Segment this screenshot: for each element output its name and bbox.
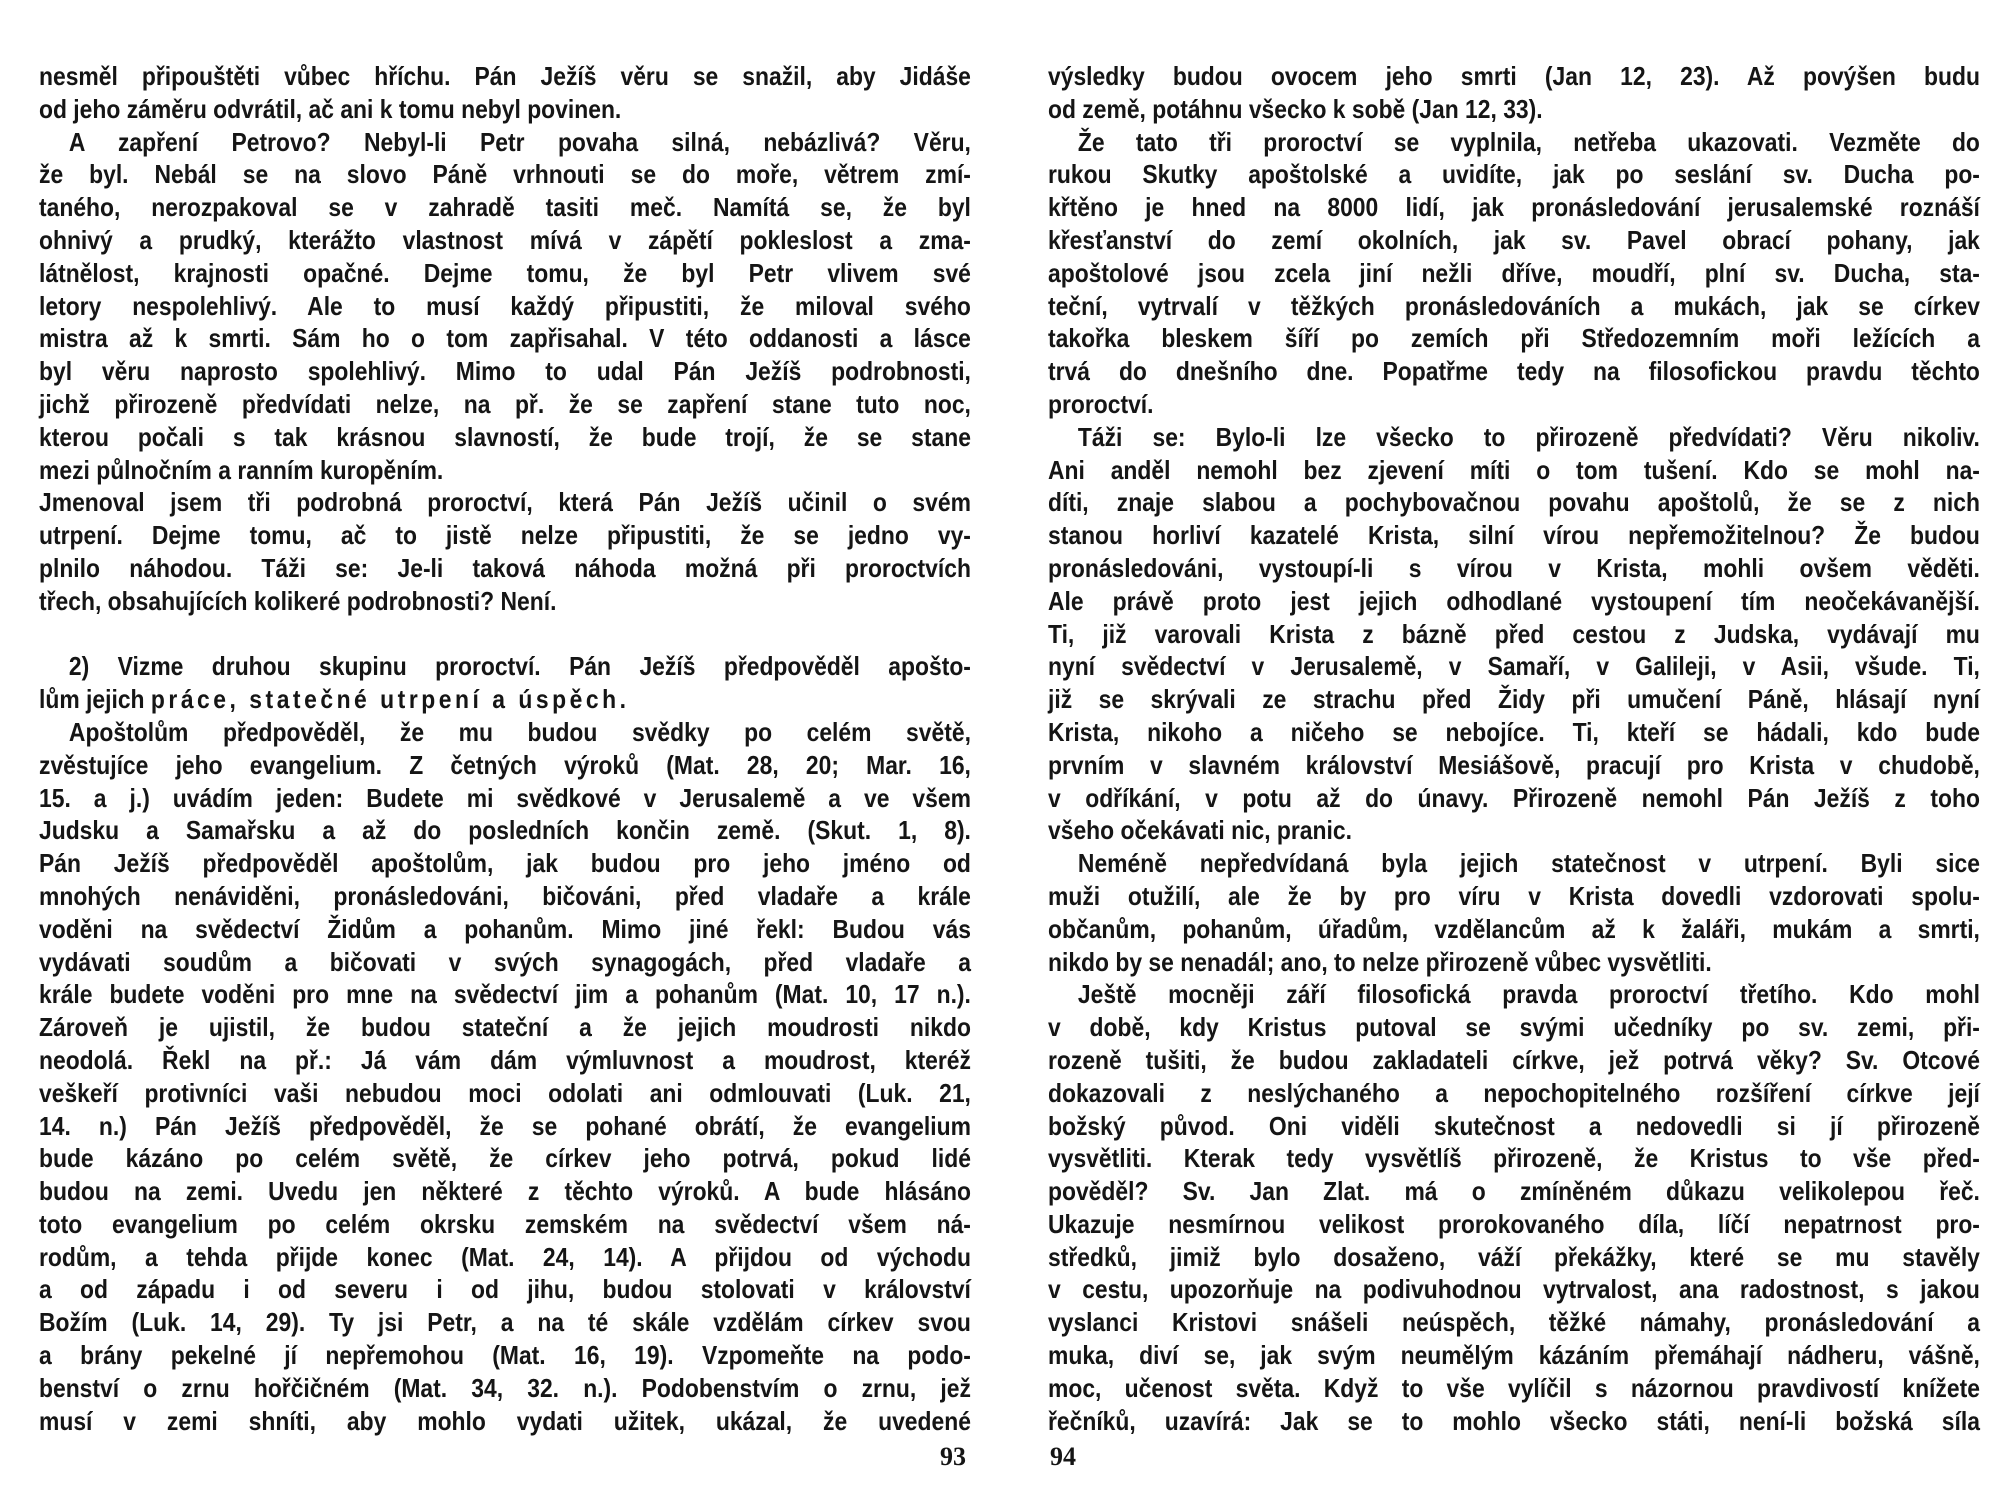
text-line-content: všeho očekávati nic, pranic. [1048, 815, 1352, 846]
text-line [1048, 93, 1980, 126]
text-line [39, 224, 971, 257]
text-line [1048, 224, 1980, 257]
text-line-content: apoštolové jsou zcela jiní nežli dříve, moudří, plní sv. Ducha, sta- [1048, 257, 1980, 288]
text-line-content: krále budete voděni pro mne na svědectví jim a pohanům (Mat. 10, 17 n.). [39, 979, 971, 1010]
text-line-content: látnělost, krajnosti opačné. Dejme tomu, že byl Petr vlivem své [39, 257, 971, 288]
text-line-content: kterou počali s tak krásnou slavností, že bude trojí, že se stane [39, 421, 971, 452]
spaced-emphasis-text: práce, statečné utrpení a úspěch. [150, 684, 630, 715]
text-line [39, 749, 971, 782]
text-line [1048, 1044, 1980, 1077]
text-line [1048, 1405, 1980, 1438]
left-page-number: 93 [940, 1442, 966, 1471]
text-line [39, 1110, 971, 1143]
text-line [1048, 782, 1980, 815]
text-line-content: občanům, pohanům, úřadům, vzdělancům až k žaláři, mukám a smrti, [1048, 913, 1980, 944]
text-line-content: budou na zemi. Uvedu jen některé z těchto výroků. A bude hlásáno [39, 1176, 971, 1207]
text-line-content: křesťanství do zemí okolních, jak sv. Pavel obrací pohany, jak [1048, 224, 1980, 255]
text-line [1048, 454, 1980, 487]
text-line [1048, 683, 1980, 716]
text-line [39, 60, 971, 93]
text-line [39, 1077, 971, 1110]
text-line [1048, 585, 1980, 618]
text-line [39, 158, 971, 191]
text-line-content: Ukazuje nesmírnou velikost prorokovaného díla, líčí nepatrnost pro- [1048, 1208, 1980, 1239]
text-line [1048, 1273, 1980, 1306]
text-line-content: trvá do dnešního dne. Popatřme tedy na filosofickou pravdu těchto [1048, 356, 1980, 387]
text-line-content: byl věru naprosto spolehlivý. Mimo to udal Pán Ježíš podrobnosti, [39, 356, 971, 387]
text-line [39, 683, 971, 716]
text-line-content: muži otužilí, ale že by pro víru v Krista dovedli vzdorovati spolu- [1048, 880, 1980, 911]
text-line-content: od země, potáhnu všecko k sobě (Jan 12, 33). [1048, 93, 1543, 124]
text-line-content: jichž přirozeně předvídati nelze, na př. že se zapření stane tuto noc, [39, 388, 971, 419]
text-line [39, 126, 971, 159]
text-line-content: Neméně nepředvídaná byla jejich statečnost v utrpení. Byli sice [1077, 848, 1980, 879]
text-line-content: bude kázáno po celém světě, že církev jeho potrvá, pokud lidé [39, 1143, 971, 1174]
text-line [1048, 716, 1980, 749]
text-line-content: toto evangelium po celém okrsku zemském na svědectví všem ná- [39, 1208, 971, 1239]
text-line-content: mistra až k smrti. Sám ho o tom zapřisahal. V této oddanosti a lásce [39, 323, 971, 354]
text-line-content: Zároveň je ujistil, že budou stateční a že jejich moudrosti nikdo [39, 1012, 971, 1043]
text-line [39, 454, 971, 487]
text-line [1048, 847, 1980, 880]
text-line [39, 322, 971, 355]
text-line [1048, 814, 1980, 847]
text-line-content: takořka bleskem šíří po zemích při Středozemním moři ležících a [1048, 323, 1980, 354]
text-line [39, 618, 971, 651]
text-line-content: stanou horliví kazatelé Krista, silní vírou nepřemožitelnou? Že budou [1048, 520, 1980, 551]
text-line [1048, 749, 1980, 782]
text-line-content: benství o zrnu hořčičném (Mat. 34, 32. n.). Podobenstvím o zrnu, jež [39, 1372, 971, 1403]
text-line-content: Pán Ježíš předpověděl apoštolům, jak budou pro jeho jméno od [39, 848, 971, 879]
text-line-content: třech, obsahujících kolikeré podrobnosti? Není. [39, 585, 557, 616]
text-line-content: 14. n.) Pán Ježíš předpověděl, že se pohané obrátí, že evangelium [39, 1110, 971, 1141]
text-line-content: 15. a j.) uvádím jeden: Budete mi svědkové v Jerusalemě a ve všem [39, 782, 971, 813]
text-line-content: Apoštolům předpověděl, že mu budou svědky po celém světě, [68, 716, 971, 747]
text-line-content: moc, učenost světa. Když to vše vylíčil s názornou pravdivostí knížete [1048, 1372, 1980, 1403]
text-line-content: že byl. Nebál se na slovo Páně vrhnouti se do moře, větrem zmí- [39, 159, 971, 190]
right-page-number: 94 [1050, 1442, 1076, 1471]
text-line-content: neodolá. Řekl na př.: Já vám dám výmluvnost a moudrost, kteréž [39, 1044, 971, 1075]
text-line [1048, 191, 1980, 224]
text-line-content: proroctví. [1048, 388, 1154, 419]
text-line [39, 1142, 971, 1175]
text-line [1048, 126, 1980, 159]
text-line-content: mnohých nenáviděni, pronásledováni, bičováni, před vladaře a krále [39, 880, 971, 911]
text-line [1048, 1339, 1980, 1372]
right-page-text [1048, 60, 1980, 1437]
text-line-content: zvěstujíce jeho evangelium. Z četných výroků (Mat. 28, 20; Mar. 16, [39, 749, 971, 780]
text-line-content: rozeně tušiti, že budou zakladateli církve, jež potrvá věky? Sv. Otcové [1048, 1044, 1980, 1075]
text-line-content: rukou Skutky apoštolské a uvidíte, jak po seslání sv. Ducha po- [1048, 159, 1980, 190]
text-line [1048, 1306, 1980, 1339]
text-line-content: ohnivý a prudký, kterážto vlastnost mívá v zápětí pokleslost a zma- [39, 224, 971, 255]
text-line-content: prvním v slavném království Mesiášově, pracují pro Krista v chudobě, [1048, 749, 1980, 780]
text-line-content: taného, nerozpakoval se v zahradě tasiti meč. Namítá se, že byl [39, 192, 971, 223]
text-line-content: pronásledováni, vystoupí-li s vírou v Krista, mohli ovšem věděti. [1048, 552, 1980, 583]
text-line-content: pověděl? Sv. Jan Zlat. má o zmíněném důkazu velikolepou řeč. [1048, 1176, 1980, 1207]
text-line [39, 1241, 971, 1274]
text-line-content: nyní svědectví v Jerusalemě, v Samaří, v Galileji, v Asii, všude. Ti, [1048, 651, 1980, 682]
text-line [1048, 946, 1980, 979]
text-line [39, 1208, 971, 1241]
text-line-content: již se skrývali ze strachu před Židy při umučení Páně, hlásají nyní [1048, 684, 1980, 715]
text-line-content: křtěno je hned na 8000 lidí, jak pronásledování jerusalemské roznáší [1048, 192, 1980, 223]
text-line [1048, 158, 1980, 191]
text-line-content: Jmenoval jsem tři podrobná proroctví, která Pán Ježíš učinil o svém [39, 487, 971, 518]
text-line-content: a od západu i od severu i od jihu, budou stolovati v království [39, 1274, 971, 1305]
text-line [39, 388, 971, 421]
text-line-content: vydávati soudům a bičovati v svých synagogách, před vladaře a [39, 946, 971, 977]
text-line-content: musí v zemi shníti, aby mohlo vydati užitek, ukázal, že uvedené [39, 1405, 971, 1436]
text-line [39, 257, 971, 290]
text-line [39, 585, 971, 618]
text-line [1048, 60, 1980, 93]
text-line-content: Ani anděl nemohl bez zjevení míti o tom tušení. Kdo se mohl na- [1048, 454, 1980, 485]
text-line [39, 421, 971, 454]
text-line-content: středků, jimiž bylo dosaženo, váží překážky, které se mu stavěly [1048, 1241, 1980, 1272]
text-line-content: výsledky budou ovocem jeho smrti (Jan 12, 23). Až povýšen budu [1048, 61, 1980, 91]
text-line-content: teční, vytrvalí v těžkých pronásledováních a mukách, jak se církev [1048, 290, 1980, 321]
text-line-content: utrpení. Dejme tomu, ač to jistě nelze připustiti, že se jedno vy- [39, 520, 971, 551]
text-line-content: lům jejich [39, 684, 151, 715]
text-line-content: voděni na svědectví Židům a pohanům. Mimo jiné řekl: Budou vás [39, 913, 971, 944]
text-line-content: letory nespolehlivý. Ale to musí každý připustiti, že miloval svého [39, 290, 971, 321]
text-line [39, 978, 971, 1011]
text-line-content: 2) Vizme druhou skupinu proroctví. Pán Ježíš předpověděl apošto- [68, 651, 971, 682]
text-line [1048, 257, 1980, 290]
text-line [1048, 1077, 1980, 1110]
text-line [39, 1175, 971, 1208]
text-line-content: Že tato tři proroctví se vyplnila, netřeba ukazovati. Vezměte do [1077, 126, 1980, 157]
text-line-content: dokazovali z neslýchaného a nepochopitelného rozšíření církve její [1048, 1077, 1980, 1108]
text-line-content: Ještě mocněji září filosofická pravda proroctví třetího. Kdo mohl [1077, 979, 1980, 1010]
text-line-content: nesměl připouštěti vůbec hříchu. Pán Ježíš věru se snažil, aby Jidáše [39, 61, 971, 91]
text-line-content: Ti, již varovali Krista z bázně před cestou z Judska, vydávají mu [1048, 618, 1980, 649]
text-line [39, 1405, 971, 1438]
text-line-content: veškeří protivníci vaši nebudou moci odolati ani odmlouvati (Luk. 21, [39, 1077, 971, 1108]
text-line-content: Ale právě proto jest jejich odhodlané vystoupení tím neočekávanější. [1048, 585, 1980, 616]
text-line [39, 93, 971, 126]
text-line-content: v cestu, upozorňuje na podivuhodnou vytrvalost, ana radostnost, s jakou [1048, 1274, 1980, 1305]
text-line [1048, 486, 1980, 519]
text-line-content: řečníků, uzavírá: Jak se to mohlo všecko státi, není-li božská síla [1048, 1405, 1980, 1436]
text-line-content: v době, kdy Kristus putoval se svými učedníky po sv. zemi, při- [1048, 1012, 1980, 1043]
text-line [39, 1044, 971, 1077]
text-line [39, 519, 971, 552]
text-line [39, 650, 971, 683]
text-line-content: A zapření Petrovo? Nebyl-li Petr povaha silná, nebázlivá? Věru, [68, 126, 971, 157]
text-line [39, 814, 971, 847]
text-line-content: božský původ. Oni viděli skutečnost a nedovedli si jí přirozeně [1048, 1110, 1980, 1141]
text-line [1048, 1142, 1980, 1175]
text-line-content: plnilo náhodou. Táži se: Je-li taková náhoda možná při proroctvích [39, 552, 971, 583]
text-line [39, 290, 971, 323]
text-line [39, 716, 971, 749]
text-line-content: Judsku a Samařsku a až do posledních končin země. (Skut. 1, 8). [39, 815, 971, 846]
text-line [39, 355, 971, 388]
text-line-content: v odříkání, v potu až do únavy. Přirozeně nemohl Pán Ježíš z toho [1048, 782, 1980, 813]
text-line-content: rodům, a tehda přijde konec (Mat. 24, 14). A přijdou od východu [39, 1241, 971, 1272]
text-line [39, 1339, 971, 1372]
text-line [1048, 913, 1980, 946]
text-line [1048, 650, 1980, 683]
text-line [39, 552, 971, 585]
left-page-text [39, 60, 971, 1437]
text-line [1048, 421, 1980, 454]
text-line-content: a brány pekelné jí nepřemohou (Mat. 16, 19). Vzpomeňte na podo- [39, 1340, 971, 1371]
text-line [39, 486, 971, 519]
text-line-content: muka, diví se, jak svým neumělým kázáním přemáhají nádheru, vášně, [1048, 1340, 1980, 1371]
text-line-content: nikdo by se nenadál; ano, to nelze přirozeně vůbec vysvětliti. [1048, 946, 1712, 977]
text-line [1048, 552, 1980, 585]
text-line [1048, 1011, 1980, 1044]
text-line-content: mezi půlnočním a ranním kuropěním. [39, 454, 444, 485]
text-line [39, 847, 971, 880]
text-line [1048, 1372, 1980, 1405]
text-line [39, 191, 971, 224]
text-line [1048, 322, 1980, 355]
text-line-content: díti, znaje slabou a pochybovačnou povahu apoštolů, že se z nich [1048, 487, 1980, 518]
text-line [1048, 290, 1980, 323]
text-line [39, 1306, 971, 1339]
text-line [39, 1372, 971, 1405]
text-line [1048, 1110, 1980, 1143]
text-line [1048, 1175, 1980, 1208]
text-line-content: Krista, nikoho a ničeho se nebojíce. Ti, kteří se hádali, kdo bude [1048, 716, 1980, 747]
text-line [1048, 355, 1980, 388]
text-line [1048, 880, 1980, 913]
text-line [39, 880, 971, 913]
text-line [1048, 618, 1980, 651]
text-line [1048, 388, 1980, 421]
text-line [39, 946, 971, 979]
text-line-content: od jeho záměru odvrátil, ač ani k tomu nebyl povinen. [39, 93, 622, 124]
text-line [1048, 1208, 1980, 1241]
text-line-content: Táži se: Bylo-li lze všecko to přirozeně předvídati? Věru nikoliv. [1077, 421, 1980, 452]
text-line [39, 913, 971, 946]
text-line [1048, 1241, 1980, 1274]
text-line-content: Božím (Luk. 14, 29). Ty jsi Petr, a na té skále vzdělám církev svou [39, 1307, 971, 1338]
text-line-content: vyslanci Kristovi snášeli neúspěch, těžké námahy, pronásledování a [1048, 1307, 1980, 1338]
text-line [1048, 978, 1980, 1011]
text-line [39, 1273, 971, 1306]
text-line [39, 1011, 971, 1044]
text-line-content: vysvětliti. Kterak tedy vysvětlíš přirozeně, že Kristus to vše před- [1048, 1143, 1980, 1174]
text-line [1048, 519, 1980, 552]
text-line [39, 782, 971, 815]
